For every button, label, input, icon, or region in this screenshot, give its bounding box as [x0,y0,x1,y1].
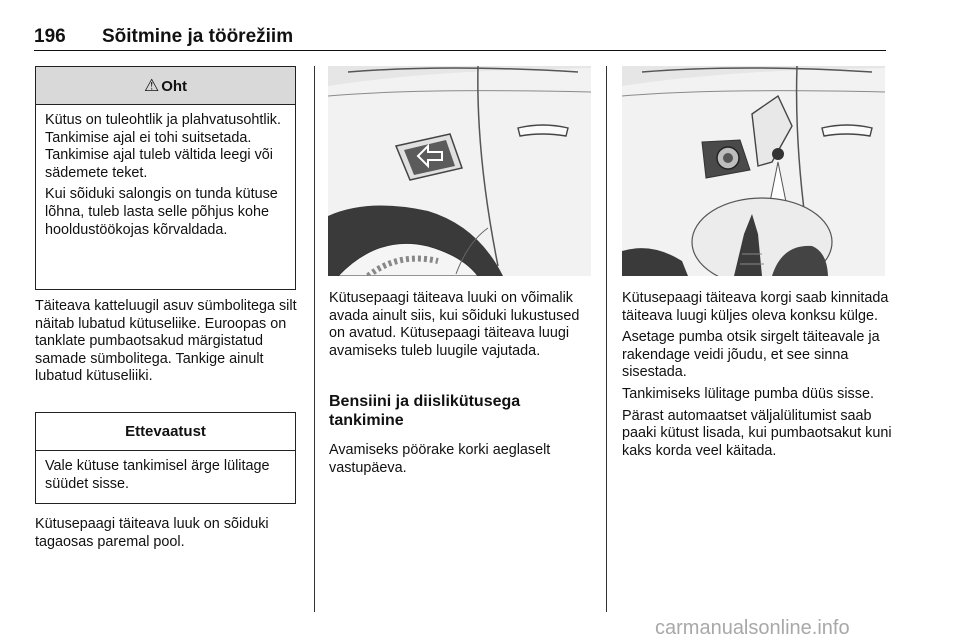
danger-box [35,66,296,290]
warning-triangle-icon: ⚠ [143,76,160,95]
fuel-flap-closed-illustration [328,66,591,276]
fuel-label-paragraph: Täiteava katteluugil asuv sümbolitega silt näitab lubatud kütuseliike. Euroopas on tanklate pumbaotsakud märgistatud samade sümbolitega. Tankige ainult lubatud kütuseliiki. [35,298,297,385]
car-rear-closed-flap-image [328,66,591,276]
section-heading: Bensiini ja diislikütusega tankimine [329,393,521,429]
danger-box-body [36,105,295,251]
chapter-title: Sõitmine ja töörežiim [102,26,294,47]
danger-box-title: Oht [161,78,188,95]
flap-open-instructions: Kütusepaagi täiteava luuki on võimalik avada ainult siis, kui sõiduki lukustused on avatud. Kütusepaagi täiteava luugi avamiseks tuleb luugile vajutada. [329,290,580,359]
caution-box [35,412,296,504]
nozzle-on-paragraph: Tankimiseks lülitage pumba düüs sisse. [622,385,874,402]
page-header [34,26,886,52]
auto-shutoff-paragraph: Pärast automaatset väljalülitumist saab paaki kütust lisada, kui pumbaotsakut kuni kaks korda veel käitada. [622,407,892,459]
column-divider-2 [606,66,607,612]
car-open-flap-cap-image [622,66,885,276]
refuelling-steps [622,290,892,464]
caution-box-header: Ettevaatust [36,413,295,451]
caution-box-body [36,451,295,505]
header-rule [34,50,886,51]
watermark: carmanualsonline.info [655,617,850,639]
danger-box-header [36,67,295,105]
fuel-flap-location-paragraph: Kütusepaagi täiteava luuk on sõiduki tagaosas paremal pool. [35,516,269,550]
nozzle-insert-paragraph: Asetage pumba otsik sirgelt täiteavale ja rakendage veidi jõudu, et see sinna sisestada. [622,329,880,381]
caution-text: Vale kütuse tankimisel ärge lülitage süüdet sisse. [45,458,270,492]
page-number: 196 [34,26,66,47]
cap-open-instructions: Avamiseks pöörake korki aeglaselt vastupäeva. [329,442,551,476]
danger-paragraph: Kui sõiduki salongis on tunda kütuse lõhna, tuleb lasta selle põhjus kohe hooldustöökojas kõrvaldada. [45,186,278,238]
danger-paragraph: Kütus on tuleohtlik ja plahvatusohtlik. Tankimise ajal ei tohi suitsetada. Tankimise ajal tuleb vältida leegi või sädemete teket. [45,112,281,181]
fuel-flap-open-illustration [622,66,885,276]
column-divider-1 [314,66,315,612]
cap-hook-paragraph: Kütusepaagi täiteava korgi saab kinnitada täiteava luugi küljes oleva konksu külge. [622,290,889,324]
